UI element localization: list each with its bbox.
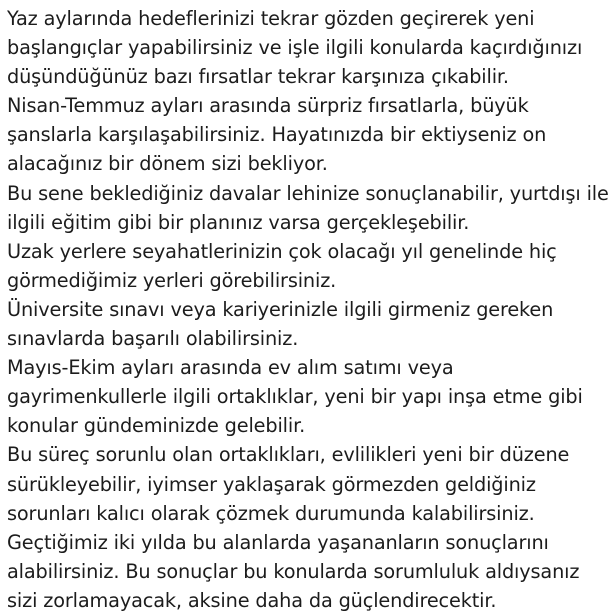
text-line: alacağınız bir dönem sizi bekliyor.	[7, 152, 328, 176]
text-line: Üniversite sınavı veya kariyerinizle ilgili girmeniz gereken	[7, 297, 554, 321]
text-line: Bu süreç sorunlu olan ortaklıkları, evlilikleri yeni bir düzene	[7, 443, 570, 467]
text-line: gayrimenkullerle ilgili ortaklıklar, yeni bir yapı inşa etme gibi	[7, 385, 583, 409]
text-line: sizi zorlamayacak, aksine daha da güçlendirecektir.	[7, 588, 497, 612]
document-body	[7, 4, 607, 615]
text-line: sürükleyebilir, iyimser yaklaşarak görmezden geldiğiniz	[7, 472, 536, 496]
text-line: Geçtiğimiz iki yılda bu alanlarda yaşananların sonuçlarını	[7, 530, 549, 554]
text-line: düşündüğünüz bazı fırsatlar tekrar karşınıza çıkabilir.	[7, 65, 509, 89]
text-line: konular gündeminizde gelebilir.	[7, 414, 306, 438]
text-line: başlangıçlar yapabilirsiniz ve işle ilgili konularda kaçırdığınızı	[7, 36, 583, 60]
text-line: Nisan-Temmuz ayları arasında sürpriz fırsatlarla, büyük	[7, 94, 529, 118]
text-line: Yaz aylarında hedeflerinizi tekrar gözden geçirerek yeni	[7, 7, 535, 30]
text-line: şanslarla karşılaşabilirsiniz. Hayatınızda bir ektiyseniz on	[7, 123, 547, 147]
text-line: sınavlarda başarılı olabilirsiniz.	[7, 327, 299, 351]
text-line: ilgili eğitim gibi bir planınız varsa gerçekleşebilir.	[7, 210, 470, 234]
text-line: Mayıs-Ekim ayları arasında ev alım satımı veya	[7, 356, 454, 380]
text-line: alabilirsiniz. Bu sonuçlar bu konularda sorumluluk aldıysanız	[7, 559, 580, 583]
text-line: sorunları kalıcı olarak çözmek durumunda kalabilirsiniz.	[7, 501, 535, 525]
text-line: görmediğimiz yerleri görebilirsiniz.	[7, 268, 337, 292]
text-line: Uzak yerlere seyahatlerinizin çok olacağı yıl genelinde hiç	[7, 239, 557, 263]
text-line: Bu sene beklediğiniz davalar lehinize sonuçlanabilir, yurtdışı ile	[7, 181, 609, 205]
